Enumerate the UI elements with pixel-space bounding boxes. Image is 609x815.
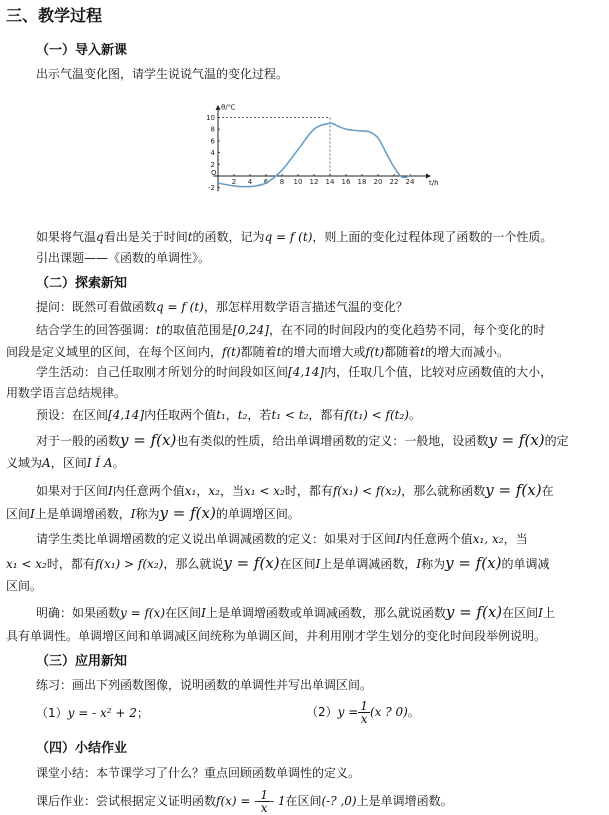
x-tick-label: 4	[247, 178, 253, 186]
if-e: ，那么就称函数	[401, 484, 486, 498]
combine-line2	[6, 342, 609, 362]
dec2-b: ，那么就说	[163, 557, 224, 571]
dec-x1x2: x₁, x₂	[472, 532, 504, 546]
if-d: 时，都有	[284, 484, 333, 498]
chart-group	[206, 103, 438, 192]
exercise-item-2	[306, 697, 609, 727]
dec-line1	[36, 529, 609, 549]
item1-tail: ；	[136, 706, 149, 720]
item1-label: （1）	[36, 706, 68, 720]
if-f: 在	[541, 484, 554, 498]
homework-lhs: f(x) = -	[216, 794, 259, 808]
dec-line2	[6, 553, 609, 574]
ask-b: ，那怎样用数学语言描述气温的变化？	[203, 300, 408, 314]
x-tick-label: 10	[293, 178, 303, 186]
clarify-yfx2: y = f(x)	[445, 603, 503, 621]
x-tick-label: 22	[389, 178, 399, 186]
general-yfx1: y = f(x)	[120, 431, 177, 449]
dec2-c: 在区间	[279, 557, 316, 571]
dec-a: 请学生类比单调增函数的定义说出单调减函数的定义：如果对于区间	[36, 532, 397, 546]
clarify-b: 在区间	[165, 606, 202, 620]
dec2-I1: I	[315, 557, 321, 571]
if2-d: 的单调增区间。	[215, 507, 300, 521]
clarify-e: 上	[542, 606, 555, 620]
item2-num: 1	[360, 699, 368, 713]
combine2-t2: t	[420, 345, 425, 359]
para1-text-b: 看出是关于时间	[103, 230, 188, 244]
clarify-line1	[36, 602, 609, 623]
x-tick-label: 6	[263, 178, 269, 186]
var-q: q	[96, 230, 104, 244]
combine-line1	[36, 320, 609, 340]
preset-t1: t₁	[216, 408, 226, 422]
preset-c: ，若	[247, 408, 272, 422]
combine2-e: 的增大而减小。	[425, 345, 510, 359]
if-c: ，当	[219, 484, 244, 498]
if-x1: x₁	[184, 484, 197, 498]
general-yfx2: y = f(x)	[488, 431, 545, 449]
exercise-line: 练习：画出下列函数图像，说明函数的单调性并写出单调区间。	[36, 678, 373, 692]
dec2-yfx1: y = f(x)	[223, 554, 280, 572]
if2-I1: I	[30, 507, 35, 521]
combine-range: [0,24]	[232, 323, 269, 337]
dec-line3: 区间。	[6, 579, 43, 593]
activity-b: 内，任取几个值，比较对应函数值的大小，	[324, 365, 553, 379]
para1-text-a: 如果将气温	[36, 230, 97, 244]
homework-a: 课后作业：尝试根据定义证明函数	[36, 794, 217, 808]
activity-line1	[36, 362, 609, 382]
x-axis-label: t/h	[429, 179, 439, 187]
preset-t1-lt-t2: t₁ < t₂	[271, 408, 309, 422]
x-tick-label: 8	[279, 178, 285, 186]
x-tick-label: 24	[405, 178, 415, 186]
preset-a: 预设：在区间	[36, 408, 109, 422]
clarify-c: 上是单调增函数或单调减函数，那么就说函数	[205, 606, 446, 620]
ask-a: 提问：既然可看做函数	[36, 300, 157, 314]
if2-c: 称为	[135, 507, 160, 521]
preset-b: 内任取两个值	[144, 408, 217, 422]
x-tick-label: 12	[309, 178, 319, 186]
activity-interval: [4,14]	[288, 365, 325, 379]
dec2-yfx2: y = f(x)	[445, 554, 502, 572]
para1	[36, 227, 609, 247]
preset-comma: ，	[225, 408, 238, 422]
combine2-a: 间段是定义域里的区间，在每个区间内，	[6, 345, 223, 359]
general-line1	[36, 430, 609, 451]
x-tick-label: 16	[341, 178, 351, 186]
dec-b: 内任意两个值	[400, 532, 473, 546]
if-line1	[36, 480, 609, 501]
item2-tail: 。	[407, 705, 420, 719]
general2-b: ，区间	[50, 456, 87, 470]
activity-line2: 用数学语言总结规律。	[6, 386, 127, 400]
x-tick-label: 2	[231, 178, 237, 186]
clarify-I2: I	[538, 606, 543, 620]
general2-subset: I Í A	[86, 456, 113, 470]
part3-heading: （三）应用新知	[36, 654, 128, 669]
ask-line	[36, 297, 609, 317]
if-yfx: y = f(x)	[485, 481, 542, 499]
y-tick-label: 2	[210, 160, 215, 169]
combine2-b: 都随着	[240, 345, 277, 359]
dec-I: I	[396, 532, 401, 546]
general2-a: 义域为	[6, 456, 43, 470]
item1-formula: y = - x² + 2	[67, 706, 137, 720]
y-tick-label: 4	[210, 149, 215, 158]
combine-b: 的取值范围是	[160, 323, 233, 337]
general-c: 的定	[544, 434, 569, 448]
clarify-yfx1: y = f(x)	[120, 606, 166, 620]
if-fx1-lt-fx2: f(x₁) < f(x₂)	[332, 484, 402, 498]
preset-d: ，都有	[308, 408, 345, 422]
formula-q-ft: q = f (t)	[264, 230, 313, 244]
y-tick-label: 8	[210, 125, 215, 134]
combine-c: ，在不同的时间段内的变化趋势不同，每个变化的时	[268, 323, 545, 337]
summary-line: 课堂小结：本节课学习了什么？重点回顾函数单调性的定义。	[36, 766, 361, 780]
preset-t2: t₂	[237, 408, 248, 422]
para1-text-c: 的函数，记为	[192, 230, 265, 244]
dec2-I2: I	[416, 557, 422, 571]
dec2-d: 上是单调减函数，	[320, 557, 417, 571]
homework-num: 1	[260, 788, 268, 802]
y-axis-arrow	[216, 105, 221, 110]
part1-intro: 出示气温变化图，请学生说说气温的变化过程。	[36, 67, 289, 81]
homework-den: x	[260, 801, 268, 815]
general-a: 对于一般的函数	[36, 434, 121, 448]
if2-b: 上是单调增函数，	[34, 507, 131, 521]
preset-ft1-lt-ft2: f(t₁) < f(t₂)	[344, 408, 409, 422]
if-a: 如果对于区间	[36, 484, 109, 498]
if-x1-lt-x2: x₁ < x₂	[243, 484, 285, 498]
homework-c: 上是单调增函数。	[356, 794, 453, 808]
if2-I2: I	[130, 507, 136, 521]
combine2-ft1: f(t)	[222, 345, 241, 359]
clarify-I1: I	[201, 606, 206, 620]
preset-line	[36, 405, 609, 425]
if-comma: ，	[196, 484, 209, 498]
activity-a: 学生活动：自己任取刚才所划分的时间段如区间	[36, 365, 289, 379]
combine2-t1: t	[276, 345, 282, 359]
general2-c: 。	[112, 456, 125, 470]
dec2-f: 的单调减	[501, 557, 550, 571]
dec2-a: 时，都有	[46, 557, 95, 571]
if-b: 内任意两个值	[112, 484, 185, 498]
x-axis-arrow	[426, 174, 431, 179]
if2-yfx: y = f(x)	[159, 504, 216, 522]
homework-rest: - 1	[269, 794, 286, 808]
combine-a: 结合学生的回答强调：	[36, 323, 157, 337]
item2-label: （2）	[306, 705, 338, 719]
item2-fraction	[358, 700, 370, 725]
y-tick-label: -2	[208, 184, 215, 193]
combine2-c: 的增大而增大或	[281, 345, 366, 359]
temperature-curve	[218, 123, 410, 186]
if-I: I	[108, 484, 113, 498]
var-t: t	[187, 230, 193, 244]
y-tick-label: 6	[210, 137, 215, 146]
if2-a: 区间	[6, 507, 31, 521]
item2-den: x	[360, 712, 368, 726]
dec2-x1-lt-x2: x₁ < x₂	[6, 557, 47, 571]
dec2-fx1-gt-fx2: f(x₁) > f(x₂)	[94, 557, 164, 571]
homework-b: 在区间	[285, 794, 322, 808]
para1-line2: 引出课题——《函数的单调性》。	[36, 251, 211, 265]
general2-A: A	[42, 456, 51, 470]
homework-fraction	[258, 789, 270, 814]
preset-interval: [4,14]	[108, 408, 145, 422]
general-b: 也有类似的性质，给出单调增函数的定义：一般地，设函数	[176, 434, 489, 448]
preset-period: 。	[408, 408, 421, 422]
section-title: 三、教学过程	[6, 6, 103, 25]
origin-label: O	[211, 169, 217, 177]
x-tick-label: 18	[357, 178, 367, 186]
general-line2	[6, 453, 609, 473]
combine-var-t: t	[156, 323, 161, 337]
item2-lhs: y =	[337, 705, 359, 719]
y-axis-label: θ/℃	[221, 103, 236, 112]
homework-line	[36, 787, 609, 815]
combine2-d: 都随着	[384, 345, 421, 359]
part1-heading: （一）导入新课	[36, 43, 128, 58]
if-line2	[6, 503, 609, 524]
clarify-d: 在区间	[502, 606, 539, 620]
x-tick-label: 20	[373, 178, 383, 186]
x-tick-label: 14	[325, 178, 335, 186]
y-tick-label: 10	[206, 114, 215, 122]
item2-rest: (x ? 0)	[369, 705, 408, 719]
para1-text-d: ，则上面的变化过程体现了函数的一个性质。	[312, 230, 553, 244]
clarify-a: 明确：如果函数	[36, 606, 121, 620]
homework-interval: (-? ,0)	[321, 794, 357, 808]
if-x2: x₂	[208, 484, 220, 498]
dec-c: ，当	[503, 532, 528, 546]
ask-formula: q = f (t)	[156, 300, 204, 314]
part2-heading: （二）探索新知	[36, 276, 128, 291]
dec2-e: 称为	[421, 557, 446, 571]
combine2-ft2: f(t)	[365, 345, 385, 359]
part4-heading: （四）小结作业	[36, 741, 128, 756]
clarify-line2: 具有单调性。单调增区间和单调减区间统称为单调区间，并利用刚才学生划分的变化时间段举例说明。	[6, 629, 547, 643]
